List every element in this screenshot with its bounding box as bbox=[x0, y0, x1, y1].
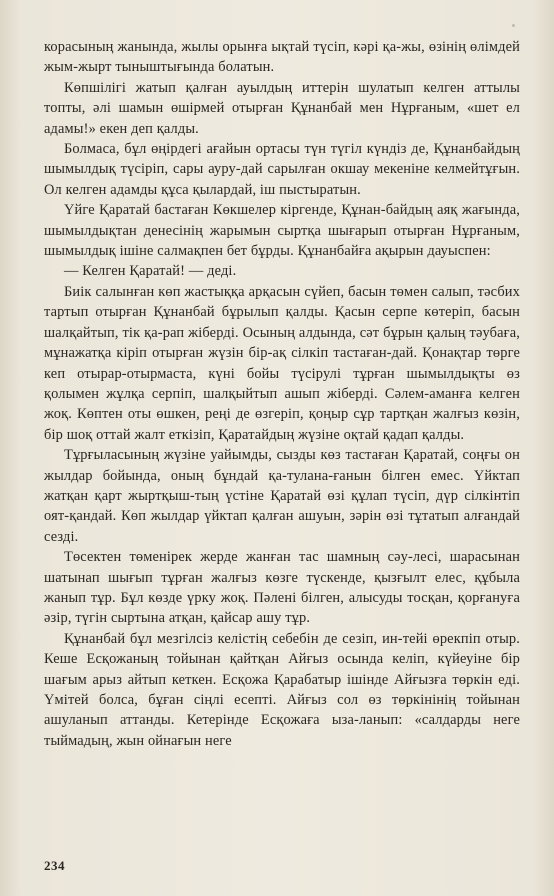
paragraph: Көпшілігі жатып қалған ауылдың иттерін шулатып келген аттылы топты, әлі шамын өшірмей отырған Құнанбай мен Нұрғаным, «шет ел адамы!» екен деп қалды. bbox=[44, 79, 520, 137]
paragraph: Тұрғыласының жүзіне уайымды, сызды көз тастаған Қаратай, соңғы он жылдар бойында, оның бұндай қа-тулана-ғанын білген емес. Үйктап жатқан қарт жыртқыш-тың үстіне Қаратай өзі құлап түсіп, дүр сілкінтіп оят-қандай. Көп жылдар үйктап қалған ашуын, зәрін өзі тұтатып алғандай сезді. bbox=[44, 447, 520, 545]
paragraph: Төсектен төменірек жерде жанған тас шамның сәу-лесі, шарасынан шатынап шығып тұрған жалғыз көзге түскенде, қызғылт елес, құбыла жанып тұр. Бұл көзде үрку жоқ. Пәлені білген, алысуды тосқан, қорғануға әзір, түгін сыртына атқан, қайсар ашу тұр. bbox=[44, 549, 520, 627]
paragraph: Болмаса, бұл өңірдегі ағайын ортасы түн түгіл күндіз де, Құнанбайдың шымылдық түсіріп, сары ауру-дай сарылған окшау мекеніне келмейтұғын. Ол келген адамды құса қылардай, іш пыстыратын. bbox=[44, 141, 520, 198]
paragraph: Биік салынған көп жастыққа арқасын сүйеп, басын төмен салып, тәсбих тартып отырған Құнанбай бұрылып қалды. Қасын серпе көтеріп, басын шалқайтып, тік қа-рап жіберді. Осының алдында, сәт бұрын қалың тәубаға, мұнажатқа кіріп отырған жүзін бір-ақ сілкіп тастаған-дай. Қонақтар төрге кеп отырар-отырмаста, күні бойы түсірулі тұрған шымылдықты өз қолымен жұлқа серпіп, шалқыйтып ашып жіберді. Сәлем-аманға келген жоқ. Көптен оты өшкен, реңі де өзгеріп, қоңыр сұр тартқан жалғыз көзін, бір шоқ оттай жалт еткізіп, Қаратайдың жүзіне оқтай қадап қалды. bbox=[44, 283, 520, 443]
paragraph: корасының жанында, жылы орынға ықтай түсіп, кәрі қа-жы, өзінің өлімдей жым-жырт тыныштығында болатын. bbox=[44, 39, 520, 76]
paper-speck bbox=[512, 24, 515, 27]
paragraph: Құнанбай бұл мезгілсіз келістің себебін де сезіп, ин-тейі өрекпіп отыр. Кеше Есқожаның тойынан қайтқан Айғыз осында келіп, күйеуіне бір шағым арыз айтып кеткен. Есқожа Қарабатыр ішінде Айғызға төркін еді. Үмітей болса, бұған сіңлі есепті. Айғыз сол өз төркінінің тойынан ашуланып аттанды. Кетерінде Есқожаға ыза-ланып: «салдарды неге тыймадың, жын ойнағын неге bbox=[44, 630, 520, 749]
paragraph: — Келген Қаратай! — деді. bbox=[64, 263, 237, 280]
page-number: 234 bbox=[44, 858, 65, 873]
body-text bbox=[44, 37, 520, 751]
paragraph: Үйге Қаратай бастаған Көкшелер кіргенде, Құнан-байдың аяқ жағында, шымылдықтан денесінің жарымын сыртқа шығарып отырған Нұрғаным, шымылдық ішіне салмақпен бет бұрды. Құнанбайға ақырын дауыспен: bbox=[44, 202, 520, 260]
